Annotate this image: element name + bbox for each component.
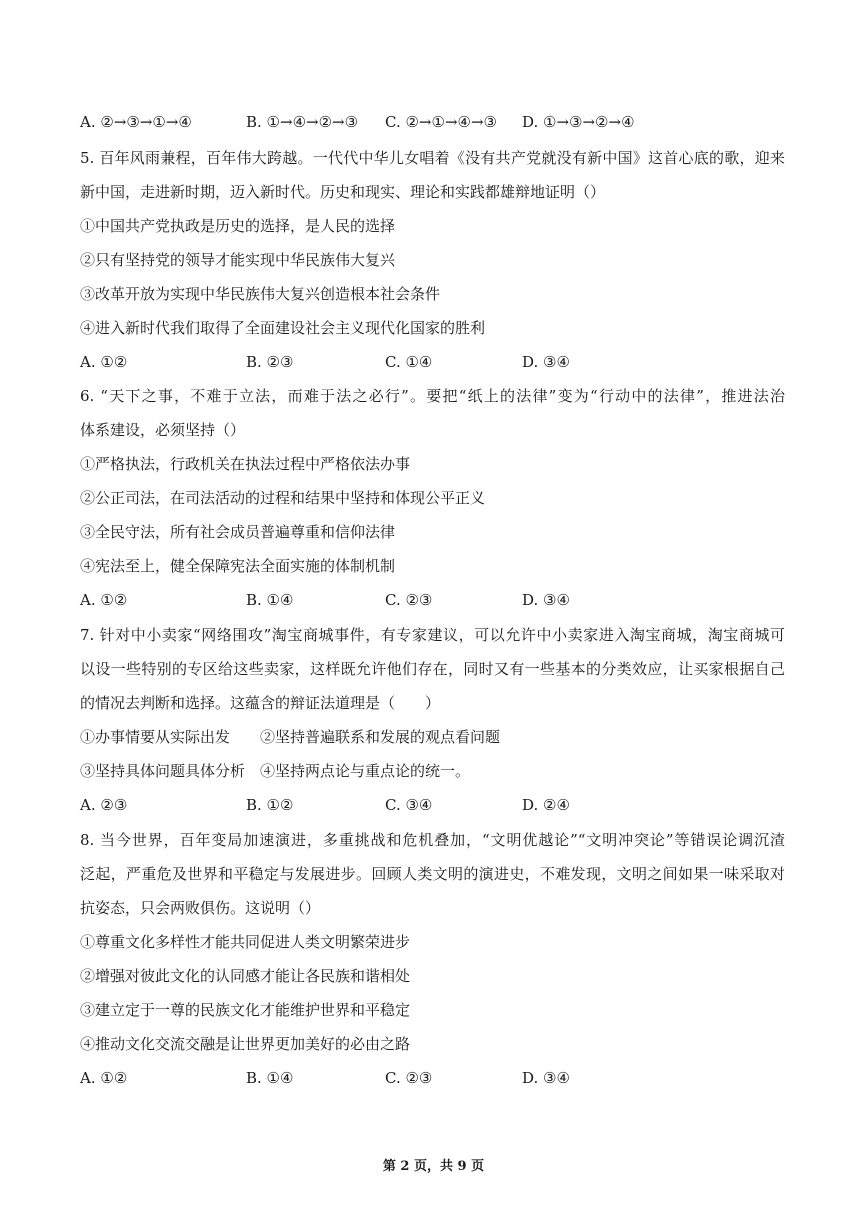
q6-stem-line-2: 体系建设，必须坚持（） [80,421,246,439]
q5-stem-line-1: 5. 百年风雨兼程，百年伟大跨越。一代代中华儿女唱着《没有共产党就没有新中国》这首心底的歌，迎来 [80,149,785,167]
q4-option-a: A. ②→③→①→④ [80,113,192,131]
q7-option-c: C. ③④ [385,796,433,814]
q7-item-row-1: ①办事情要从实际出发 ②坚持普遍联系和发展的观点看问题 [80,728,501,746]
q6-item-4: ④宪法至上，健全保障宪法全面实施的体制机制 [80,557,396,575]
q8-item-3: ③建立定于一尊的民族文化才能维护世界和平稳定 [80,1001,411,1019]
q7-stem-line-2: 以设一些特别的专区给这些卖家，这样既允许他们存在，同时又有一些基本的分类效应，让买家根据自己 [80,660,785,678]
q5-option-b: B. ②③ [246,353,294,371]
q7-stem-line-3: 的情况去判断和选择。这蕴含的辩证法道理是（ ） [80,694,441,712]
q5-item-1: ①中国共产党执政是历史的选择，是人民的选择 [80,217,396,235]
q8-option-c: C. ②③ [385,1069,433,1087]
q6-stem-line-1: 6. “天下之事，不难于立法，而难于法之必行”。要把“纸上的法律”变为“行动中的法律”，推进法治 [80,387,785,405]
q5-item-3: ③改革开放为实现中华民族伟大复兴创造根本社会条件 [80,285,441,303]
q6-option-c: C. ②③ [385,591,433,609]
q8-stem-line-1: 8. 当今世界，百年变局加速演进，多重挑战和危机叠加，“文明优越论”“文明冲突论”等错误论调沉渣 [80,831,785,849]
q5-stem-line-2: 新中国，走进新时期，迈入新时代。历史和现实、理论和实践都雄辩地证明（） [80,183,606,201]
q4-option-d: D. ①→③→②→④ [522,113,635,131]
q7-option-d: D. ②④ [522,796,570,814]
q6-option-d: D. ③④ [522,591,570,609]
q6-item-3: ③全民守法，所有社会成员普遍尊重和信仰法律 [80,523,396,541]
q8-stem-line-2: 泛起，严重危及世界和平稳定与发展进步。回顾人类文明的演进史，不难发现，文明之间如果一味采取对 [80,865,785,883]
q8-option-d: D. ③④ [522,1069,570,1087]
page-number: 第 2 页，共 9 页 [382,1159,485,1174]
q4-option-c: C. ②→①→④→③ [385,113,497,131]
q6-option-b: B. ①④ [246,591,294,609]
q5-option-d: D. ③④ [522,353,570,371]
q6-option-a: A. ①② [80,591,128,609]
q7-option-a: A. ②③ [80,796,128,814]
q7-item-row-2: ③坚持具体问题具体分析 ④坚持两点论与重点论的统一。 [80,762,471,780]
q5-option-c: C. ①④ [385,353,433,371]
q8-option-a: A. ①② [80,1069,128,1087]
q6-item-2: ②公正司法，在司法活动的过程和结果中坚持和体现公平正义 [80,489,486,507]
q5-option-a: A. ①② [80,353,128,371]
q7-stem-line-1: 7. 针对中小卖家“网络围攻”淘宝商城事件，有专家建议，可以允许中小卖家进入淘宝商城，淘宝商城可 [80,626,785,644]
q5-item-4: ④进入新时代我们取得了全面建设社会主义现代化国家的胜利 [80,319,486,337]
q7-option-b: B. ①② [246,796,294,814]
q8-option-b: B. ①④ [246,1069,294,1087]
q4-option-b: B. ①→④→②→③ [246,113,359,131]
q8-item-4: ④推动文化交流交融是让世界更加美好的必由之路 [80,1035,411,1053]
q6-item-1: ①严格执法，行政机关在执法过程中严格依法办事 [80,455,411,473]
q8-item-1: ①尊重文化多样性才能共同促进人类文明繁荣进步 [80,933,411,951]
q5-item-2: ②只有坚持党的领导才能实现中华民族伟大复兴 [80,251,396,269]
q8-stem-line-3: 抗姿态，只会两败俱伤。这说明（） [80,899,321,917]
q8-item-2: ②增强对彼此文化的认同感才能让各民族和谐相处 [80,967,411,985]
